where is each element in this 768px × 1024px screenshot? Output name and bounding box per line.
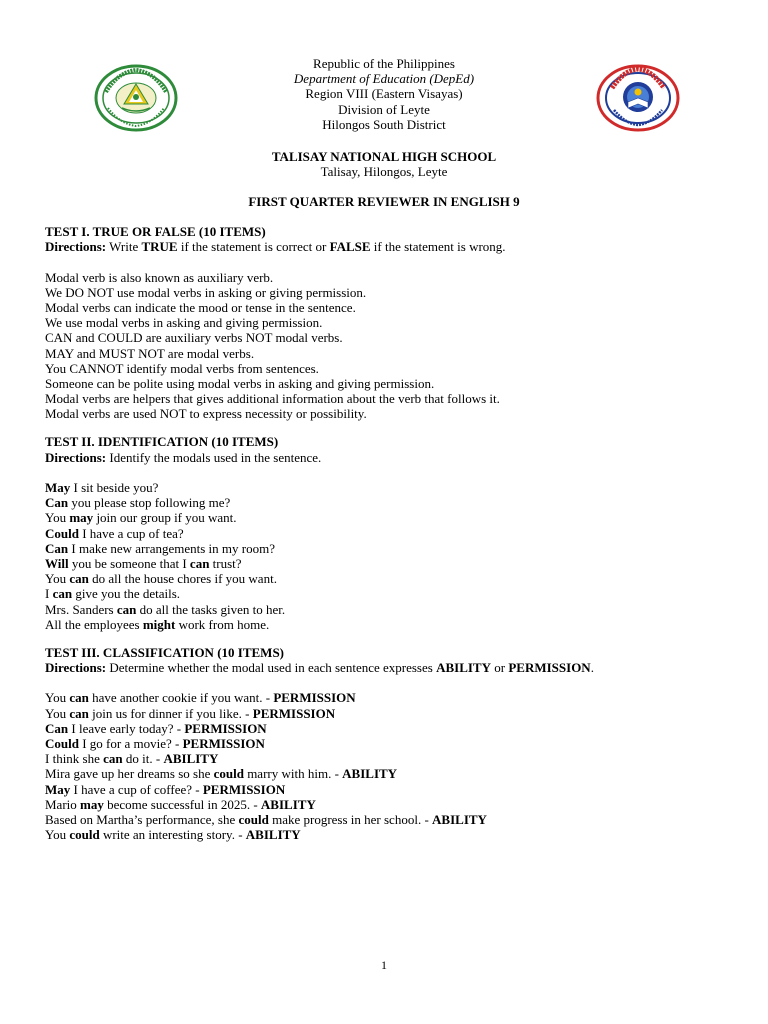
test2-heading: TEST II. IDENTIFICATION (10 ITEMS) [45,434,279,450]
test3-item: Can I leave early today? - PERMISSION [45,720,267,736]
test2-item: May I sit beside you? [45,480,159,495]
directions-label: Directions: [45,660,107,676]
test1-item: CAN and COULD are auxiliary verbs NOT modal verbs. [45,330,343,346]
answer: PERMISSION [252,705,336,721]
reviewer-body [45,224,725,842]
answer: PERMISSION [182,736,265,751]
letterhead-district: Hilongos South District [322,116,446,132]
test3-item: Mira gave up her dreams so she could marry with him. - ABILITY [45,766,398,782]
test3-item: I think she can do it. - ABILITY [45,751,219,767]
answer: PERMISSION [273,690,356,706]
test1-item: Modal verbs are helpers that gives additional information about the verb that follows it. [45,391,500,407]
page-number: 1 [381,958,387,972]
test2-item: Mrs. Sanders can do all the tasks given to her. [45,601,286,617]
directions-text: Identify the modals used in the sentence. [106,449,322,465]
test2-item: Can you please stop following me? [45,495,231,511]
school-name: TALISAY NATIONAL HIGH SCHOOL [271,149,497,164]
school-address: Talisay, Hilongos, Leyte [320,164,448,179]
test2-item: Will you be someone that I can trust? [45,555,242,571]
directions-true: TRUE [141,239,178,255]
answer: ABILITY [260,796,316,812]
test2-item: Could I have a cup of tea? [45,525,184,541]
directions-false: FALSE [329,239,371,255]
directions-label: Directions: [45,449,107,465]
test1-item: Modal verb is also known as auxiliary verb. [45,269,274,285]
letterhead-division: Division of Leyte [338,101,430,117]
test1-item: MAY and MUST NOT are modal verbs. [45,345,255,361]
answer: PERMISSION [184,720,267,736]
test3-item: You can have another cookie if you want. - PERMISSION [45,690,356,706]
letterhead-republic: Republic of the Philippines [313,56,455,71]
directions-text: Write [106,239,142,255]
test2-item: You can do all the house chores if you want. [45,571,277,587]
test3-directions: Directions: Determine whether the modal used in each sentence expresses ABILITY or PERMISSION. [45,660,594,676]
test2-directions [45,450,725,465]
test2-item: Can I make new arrangements in my room? [45,540,275,556]
test1-item: You CANNOT identify modal verbs from sentences. [45,360,319,376]
test3-item: May I have a cup of coffee? - PERMISSION [45,781,286,797]
directions-text: if the statement is wrong. [370,239,506,255]
test2-item: You may join our group if you want. [45,510,237,526]
test3-item: You could write an interesting story. - ABILITY [45,827,301,843]
test1-item: Modal verbs are used NOT to express necessity or possibility. [45,406,367,422]
test1-heading: TEST I. TRUE OR FALSE (10 ITEMS) [45,224,266,239]
test1-directions [45,239,725,254]
letterhead-region: Region VIII (Eastern Visayas) [305,86,463,102]
directions-label: Directions: [45,239,107,255]
test3-heading: TEST III. CLASSIFICATION (10 ITEMS) [45,644,285,660]
test3-item: Could I go for a movie? - PERMISSION [45,736,265,751]
test1-item: Someone can be polite using modal verbs in asking and giving permission. [45,375,435,391]
test1-item: Modal verbs can indicate the mood or tense in the sentence. [45,299,356,315]
test1-item: We DO NOT use modal verbs in asking or giving permission. [45,284,367,300]
answer: PERMISSION [202,781,286,797]
directions-text: if the statement is correct or [177,239,330,255]
test3-item: Based on Martha’s performance, she could make progress in her school. - ABILITY [45,811,487,827]
test1-item: We use modal verbs in asking and giving permission. [45,315,323,331]
test2-item: All the employees might work from home. [45,616,270,632]
answer: ABILITY [342,766,398,782]
answer: ABILITY [432,811,487,827]
answer: ABILITY [163,751,219,767]
document-title: FIRST QUARTER REVIEWER IN ENGLISH 9 [248,194,520,209]
test3-item: You can join us for dinner if you like. - PERMISSION [45,705,336,721]
letterhead [0,56,768,132]
letterhead-department: Department of Education (DepEd) [293,71,475,87]
answer: ABILITY [245,827,301,843]
test2-item: I can give you the details. [45,586,181,602]
test3-item: Mario may become successful in 2025. - ABILITY [45,796,316,812]
